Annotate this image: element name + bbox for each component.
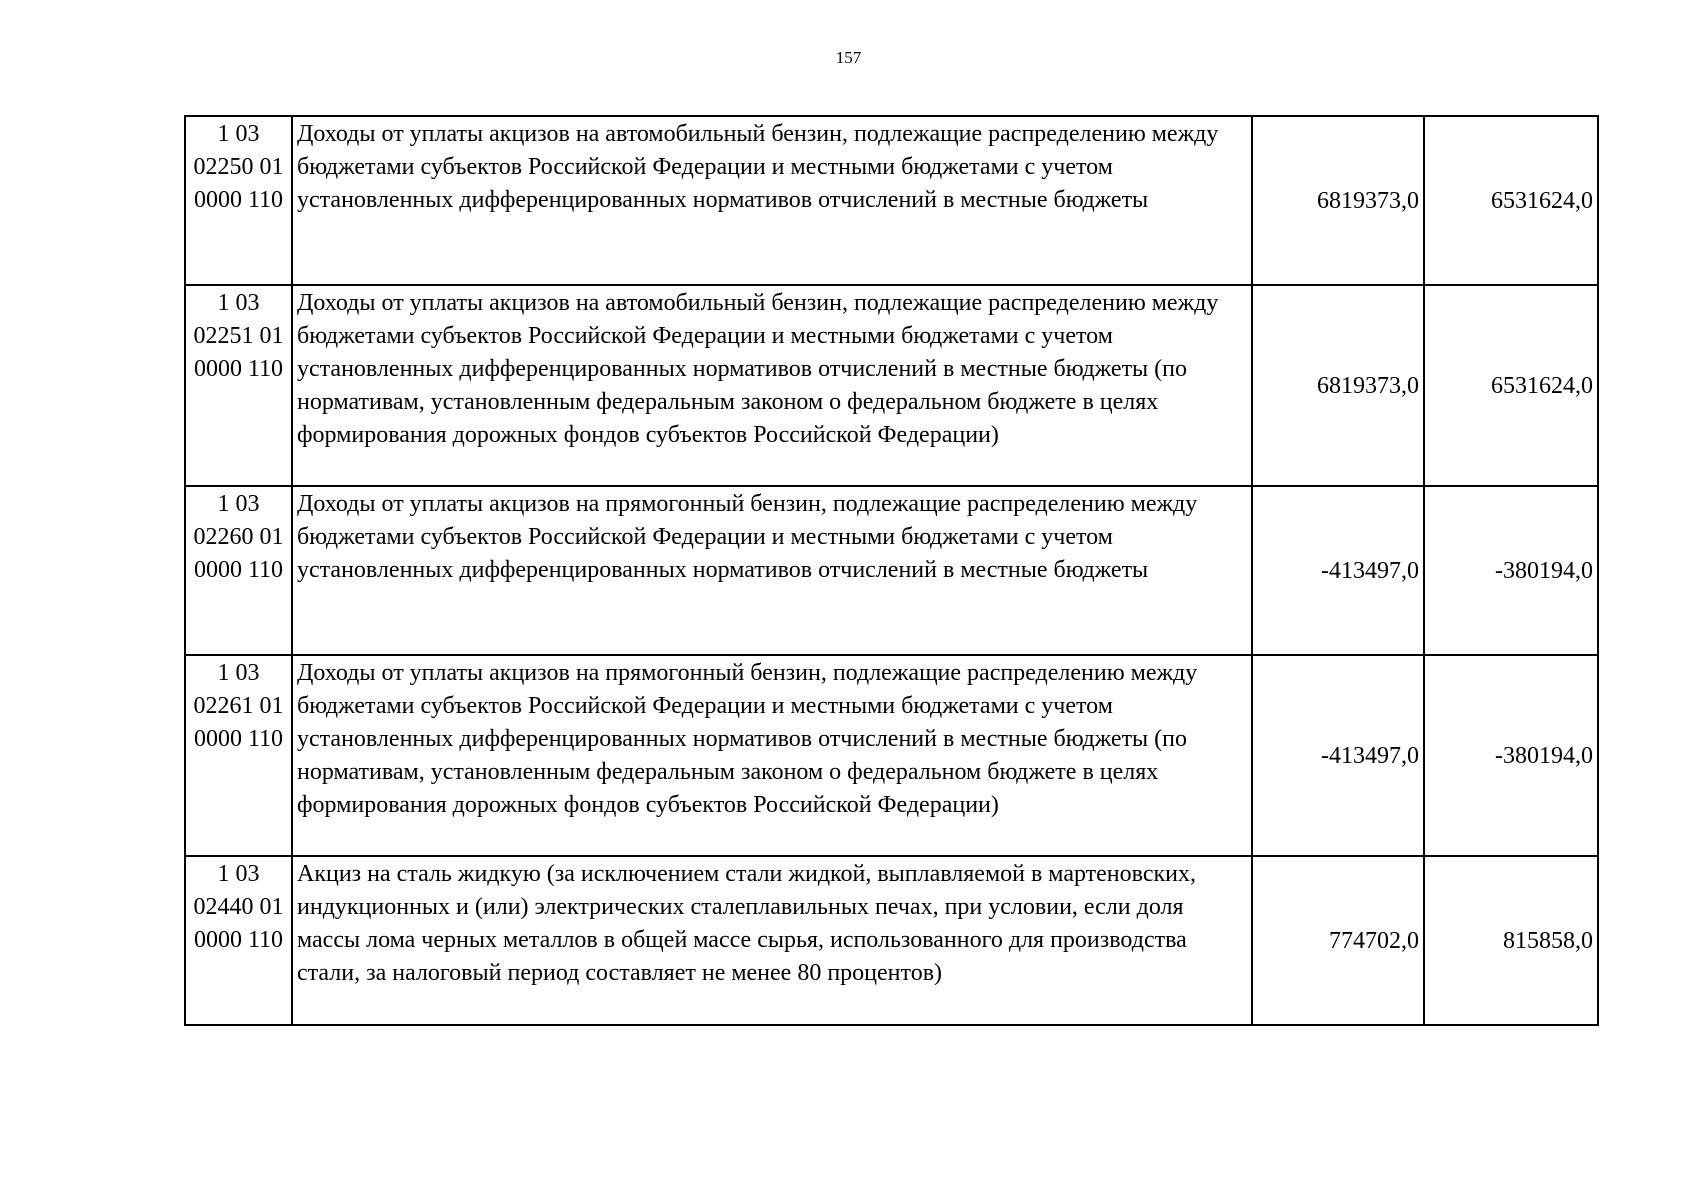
table-row — [185, 116, 1598, 285]
revenue-name-cell: Акциз на сталь жидкую (за исключением стали жидкой, выплавляемой в мартеновских, индукционных и (или) электрических сталеплавильных печах, при условии, если доля массы лома черных металлов в общей массе сырья, использованного для производства стали, за налоговый период составляет не менее 80 процентов) — [292, 856, 1252, 1025]
code-part: 02261 01 — [193, 693, 284, 719]
value-cell-2: 815858,0 — [1424, 856, 1598, 1025]
revenue-name-cell: Доходы от уплаты акцизов на прямогонный бензин, подлежащие распределению между бюджетами субъектов Российской Федерации и местными бюджетами с учетом установленных дифференцированных нормативов отчислений в местные бюджеты — [292, 486, 1252, 655]
code-part: 1 03 — [217, 491, 260, 517]
revenue-name-cell: Доходы от уплаты акцизов на автомобильный бензин, подлежащие распределению между бюджетами субъектов Российской Федерации и местными бюджетами с учетом установленных дифференцированных нормативов отчислений в местные бюджеты — [292, 116, 1252, 285]
budget-code-cell — [185, 856, 292, 1025]
code-part: 1 03 — [217, 861, 260, 887]
code-part: 0000 110 — [193, 927, 284, 953]
revenue-table — [184, 115, 1599, 1026]
budget-code-cell — [185, 655, 292, 856]
table-row — [185, 285, 1598, 486]
code-part: 02250 01 — [193, 154, 284, 180]
value-cell-2: 6531624,0 — [1424, 116, 1598, 285]
code-part: 1 03 — [217, 290, 260, 316]
value-cell-1: -413497,0 — [1252, 486, 1424, 655]
table-row — [185, 655, 1598, 856]
value-cell-1: 6819373,0 — [1252, 285, 1424, 486]
code-part: 02251 01 — [193, 323, 284, 349]
budget-code-cell — [185, 285, 292, 486]
value-cell-2: 6531624,0 — [1424, 285, 1598, 486]
code-part: 0000 110 — [193, 726, 284, 752]
table-row — [185, 486, 1598, 655]
page-number: 157 — [835, 48, 862, 67]
budget-code-cell — [185, 116, 292, 285]
code-part: 0000 110 — [193, 187, 284, 213]
code-part: 1 03 — [217, 660, 260, 686]
value-cell-2: -380194,0 — [1424, 655, 1598, 856]
code-part: 02440 01 — [193, 894, 284, 920]
budget-code-cell — [185, 486, 292, 655]
code-part: 0000 110 — [193, 557, 284, 583]
code-part: 02260 01 — [193, 524, 284, 550]
value-cell-2: -380194,0 — [1424, 486, 1598, 655]
code-part: 1 03 — [217, 121, 260, 147]
table-row — [185, 856, 1598, 1025]
value-cell-1: 774702,0 — [1252, 856, 1424, 1025]
code-part: 0000 110 — [193, 356, 284, 382]
value-cell-1: 6819373,0 — [1252, 116, 1424, 285]
revenue-name-cell: Доходы от уплаты акцизов на автомобильный бензин, подлежащие распределению между бюджетами субъектов Российской Федерации и местными бюджетами с учетом установленных дифференцированных нормативов отчислений в местные бюджеты (по нормативам, установленным федеральным законом о федеральном бюджете в целях формирования дорожных фондов субъектов Российской Федерации) — [292, 285, 1252, 486]
value-cell-1: -413497,0 — [1252, 655, 1424, 856]
revenue-name-cell: Доходы от уплаты акцизов на прямогонный бензин, подлежащие распределению между бюджетами субъектов Российской Федерации и местными бюджетами с учетом установленных дифференцированных нормативов отчислений в местные бюджеты (по нормативам, установленным федеральным законом о федеральном бюджете в целях формирования дорожных фондов субъектов Российской Федерации) — [292, 655, 1252, 856]
